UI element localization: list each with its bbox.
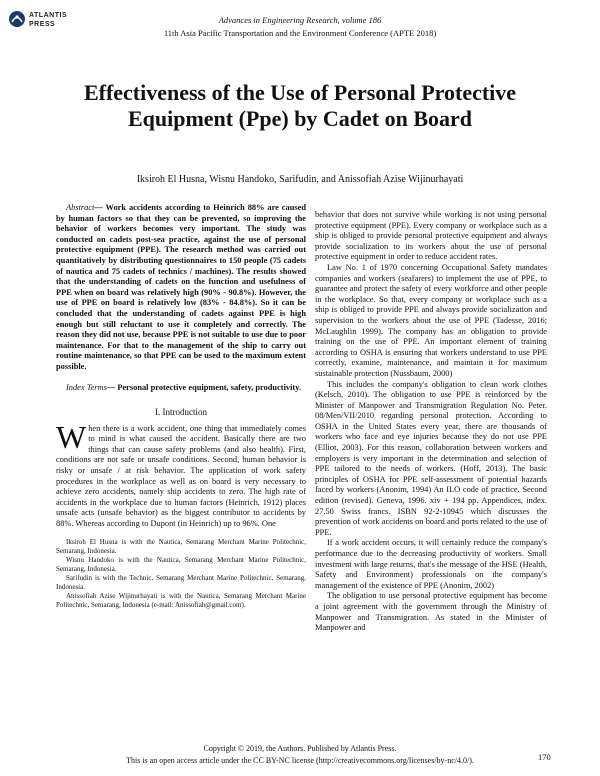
index-terms: [56, 383, 306, 394]
footnote: Anissofiah Azise Wijinurhayati is with the Nautica, Semarang Merchant Marine Politechnic, Semarang, Indonesia (e-mail: Anissofiah@gmail.com).: [56, 591, 306, 609]
body-paragraph: The obligation to use personal protective equipment has become a joint agreement with the government through the Ministry of Manpower and Transmigration. As stated in the Minister of Manpower and: [315, 591, 547, 633]
body-paragraph: This includes the company's obligation to clean work clothes (Kelsch, 2010). The obligation to use PPE is reinforced by the Minister of Manpower and Transmigration Regulation No. Peter. 08/Men/VII/2010 regarding personal protection. According to OSHA in the United States every year, there are thousands of workers who face and eye injuries because they do not use PPE (Elliot, 2003). For this reason, collaboration between workers and employers is very important in the determination and selection of PPE tailored to the needs of workers. (Hoff, 2013). The basic principles of OSHA for PPE self-assessment of potential hazards faced by workers (Anonim, 1994) An ILO code of practice. Second edition (revised). Geneva, 1996. xiv + 194 pp. Appendices, index. 27.50 Swiss francs. ISBN 92-2-10945 which discusses the prevention of work accidents on board and ports related to the use of PPE.: [315, 379, 547, 537]
body-paragraph: If a work accident occurs, it will certainly reduce the company's performance due to the decreasing productivity of workers. Small investment with large returns, that's the message of the HSE (Health, Safety and Environment) professionals on the company's management of the existence of PPE (Anonim, 2002): [315, 538, 547, 590]
body-paragraph: behavior that does not survive while working is not using personal protective equipment (PPE). Every company or workplace such as a ship is obliged to provide personal protective equipment and always provide socialization to its workers about the use of personal protective equipment in order to reduce accident rates.: [315, 210, 547, 262]
footnote: Wisnu Handoko is with the Nautica, Semarang Merchant Marine Politechnic, Semarang, Indonesia.: [56, 555, 306, 573]
abstract: [56, 203, 306, 373]
index-terms-text: — Personal protective equipment, safety, productivity.: [106, 382, 302, 392]
footer-license: This is an open access article under the CC BY-NC license (http://creativecommons.org/licenses/by-nc/4.0/).: [126, 756, 474, 765]
author-list: Iksiroh El Husna, Wisnu Handoko, Sarifudin, and Anissofiah Azise Wijinurhayati: [136, 174, 464, 185]
section-heading: I. Introduction: [155, 407, 207, 418]
running-header-conference: 11th Asia Pacific Transportation and the Environment Conference (APTE 2018): [163, 28, 437, 38]
body-paragraph: Law No. 1 of 1970 concerning Occupational Safety mandates companies and workers (seafarers) to implement the use of PPE, to guarantee and protect the safety of every workforce and other people in the workplace. So that, every company or workplace such as a ship is obliged to provide PPE and always provide socialization and supervision to the workers about the use of PPE (Tadesse, 2016; McLaughlin 1999). The company has an obligation to provide training on the use of PPE. An important element of training according to OSHA is ensuring that workers understand to use PPE correctly, examine, maintenance, and maintain it for maximum sustainable protection (Nussbaum, 2000): [315, 262, 547, 378]
paper-title: Effectiveness of the Use of Personal Protective Equipment (Ppe) by Cadet on Board: [83, 80, 517, 131]
left-column: [56, 203, 306, 610]
page-number: 170: [538, 752, 551, 762]
footnote: Iksiroh El Husna is with the Nautica, Semarang Merchant Marine Politechnic, Semarang, Indonesia.: [56, 537, 306, 555]
running-header-journal: Advances in Engineering Research, volume 186: [218, 15, 382, 25]
footer-copyright: Copyright © 2019, the Authors. Published by Atlantis Press.: [203, 744, 397, 753]
footnote: Sarifudin is with the Technic, Semarang Merchant Marine Politechnic, Semarang, Indonesia.: [56, 573, 306, 591]
publisher-line1: ATLANTIS: [29, 12, 68, 19]
intro-paragraph: When there is a work accident, one thing that immediately comes to mind is what caused the accident. Basically there are two things that can cause safety problems (and also health). First, conditions are not safe or unsafe conditions. Second, human behavior is risky or unsafe / at risk behavior. The application of work safety procedures in the workplace as well as on board is very necessary to achieve zero accidents, namely ship accidents to zero. The high rate of accidents in the workplace due to human factors (Heinrich, 1912) places unsafe acts (unsafe behavior) as the biggest contributor to accidents by 88%. Whereas according to Dupont (in Heinrich) up to 96%. One: [56, 418, 306, 529]
index-terms-label: Index Terms: [66, 382, 107, 392]
abstract-label: Abstract: [66, 203, 95, 212]
right-column: [315, 210, 547, 634]
publisher-line2: PRESS: [29, 21, 56, 28]
abstract-text: — Work accidents according to Heinrich 88% are caused by human factors so that they can be prevented, so improving the behavior of workers becomes very important. The study was conducted on cadets post-sea practice, against the use of personal protective equipment (PPE). The research method was carried out quantitatively by distributing questionnaires to 150 people (75 cadets of nautica and 75 cadets of technics / machines). The results showed that the understanding of cadets on the function and usefulness of PPE when on board was relatively high (90% - 90.8%). However, the use of PPE on board is relatively low (83% - 84.8%). So it can be concluded that the understanding of cadets against PPE is high enough but still reluctant to use it completely and correctly. The reason they did not use, because PPE is not suitable to use due to poor maintenance. For that to the management of the ship to carry out routine maintenance, so that PPE can be used to the maximum extent possible.: [56, 203, 306, 371]
